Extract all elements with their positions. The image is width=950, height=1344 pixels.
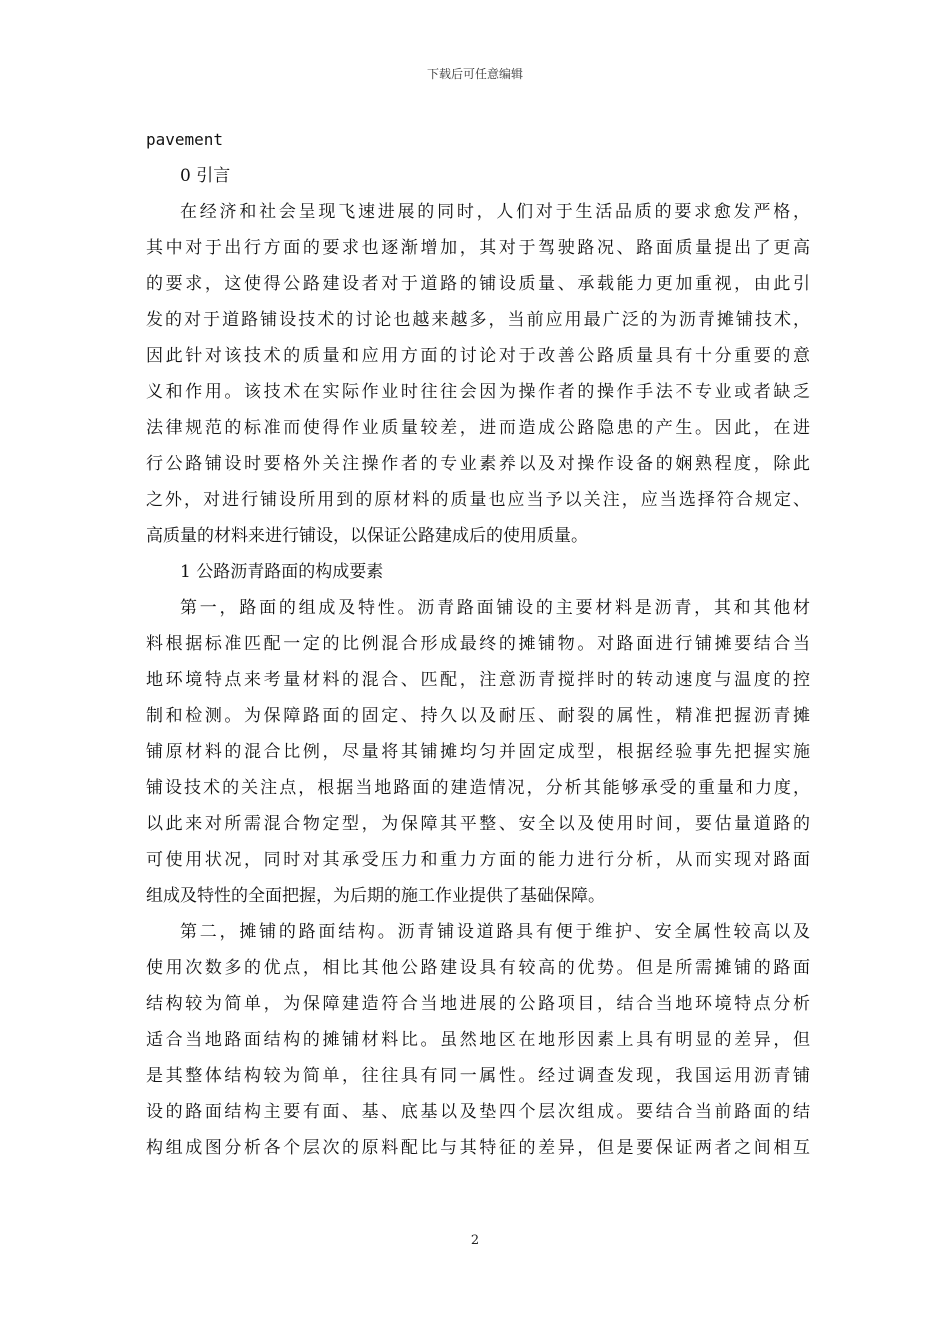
text-line: 之外，对进行铺设所用到的原材料的质量也应当予以关注，应当选择符合规定、: [146, 490, 810, 510]
text-line: 地环境特点来考量材料的混合、匹配，注意沥青搅拌时的转动速度与温度的控: [146, 670, 810, 690]
text-line: 第二，摊铺的路面结构。沥青铺设道路具有便于维护、安全属性较高以及: [180, 922, 810, 942]
text-line: 可使用状况，同时对其承受压力和重力方面的能力进行分析，从而实现对路面: [146, 850, 810, 870]
text-line: 因此针对该技术的质量和应用方面的讨论对于改善公路质量具有十分重要的意: [146, 346, 810, 366]
text-line: 以此来对所需混合物定型，为保障其平整、安全以及使用时间，要估量道路的: [146, 814, 810, 834]
text-line: 高质量的材料来进行铺设，以保证公路建成后的使用质量。: [146, 526, 588, 546]
text-line: 的要求，这使得公路建设者对于道路的铺设质量、承载能力更加重视，由此引: [146, 274, 810, 294]
text-line: 义和作用。该技术在实际作业时往往会因为操作者的操作手法不专业或者缺乏: [146, 382, 810, 402]
page-number: 2: [470, 1233, 480, 1248]
text-line: 其中对于出行方面的要求也逐渐增加，其对于驾驶路况、路面质量提出了更高: [146, 238, 810, 258]
section-heading: 1 公路沥青路面的构成要素: [180, 562, 384, 582]
text-line: 第一，路面的组成及特性。沥青路面铺设的主要材料是沥青，其和其他材: [180, 598, 810, 618]
text-line: 法律规范的标准而使得作业质量较差，进而造成公路隐患的产生。因此，在进: [146, 418, 810, 438]
text-line: 构组成图分析各个层次的原料配比与其特征的差异，但是要保证两者之间相互: [146, 1138, 810, 1158]
document-body: [146, 122, 810, 1166]
section-heading: 0 引言: [180, 166, 231, 186]
text-line: pavement: [146, 130, 224, 149]
page-header: 下载后可任意编辑: [426, 67, 523, 81]
text-line: 行公路铺设时要格外关注操作者的专业素养以及对操作设备的娴熟程度，除此: [146, 454, 810, 474]
text-line: 适合当地路面结构的摊铺材料比。虽然地区在地形因素上具有明显的差异，但: [146, 1030, 810, 1050]
text-line: 铺设技术的关注点，根据当地路面的建造情况，分析其能够承受的重量和力度，: [146, 778, 810, 798]
text-line: 在经济和社会呈现飞速进展的同时，人们对于生活品质的要求愈发严格，: [180, 202, 810, 222]
text-line: 发的对于道路铺设技术的讨论也越来越多，当前应用最广泛的为沥青摊铺技术，: [146, 310, 810, 330]
text-line: 设的路面结构主要有面、基、底基以及垫四个层次组成。要结合当前路面的结: [146, 1102, 810, 1122]
text-line: 铺原材料的混合比例，尽量将其铺摊均匀并固定成型，根据经验事先把握实施: [146, 742, 810, 762]
text-line: 是其整体结构较为简单，往往具有同一属性。经过调查发现，我国运用沥青铺: [146, 1066, 810, 1086]
text-line: 使用次数多的优点，相比其他公路建设具有较高的优势。但是所需摊铺的路面: [146, 958, 810, 978]
text-line: 结构较为简单，为保障建造符合当地进展的公路项目，结合当地环境特点分析: [146, 994, 810, 1014]
text-line: 料根据标准匹配一定的比例混合形成最终的摊铺物。对路面进行铺摊要结合当: [146, 634, 810, 654]
text-line: 组成及特性的全面把握，为后期的施工作业提供了基础保障。: [146, 886, 605, 906]
text-line: 制和检测。为保障路面的固定、持久以及耐压、耐裂的属性，精准把握沥青摊: [146, 706, 810, 726]
